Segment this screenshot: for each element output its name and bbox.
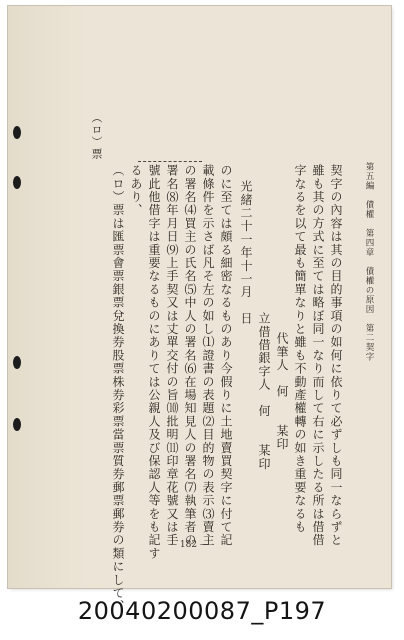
running-head: 第五編 債權 第四章 債權の原因 第二契字 — [364, 162, 374, 362]
image-caption: 20040200087_P197 — [77, 597, 327, 625]
text-column: 載條件を示さば凡そ左の如し⑴證書の表題⑵目的物の表示⑶賣主 — [201, 164, 215, 547]
text-column: 契字の內容は其の目的事項の如何に依りて必ずしも同一ならずと — [329, 164, 343, 547]
text-column: 號此他借字は重要なるものにありては公親人及び保認人等をも記す — [147, 164, 161, 560]
text-column: の署名⑷買主の氏名⑸中人の署名⑹在場知見人の署名⑺執筆者の — [183, 164, 197, 547]
binding-hole — [13, 356, 21, 369]
text-column: 署名⑻年月日⑼上手契又は丈單交付の旨⑽批明⑾印章花號又は手 — [165, 164, 179, 547]
binding-hole — [13, 176, 21, 189]
text-column: るあり、 — [129, 164, 143, 217]
binding-hole — [13, 126, 21, 139]
section-divider — [138, 161, 202, 162]
text-column: 字なるを以て最も簡單なりと雖も不動產權轉の如き重要なるも — [293, 164, 307, 534]
text-column: 雖も其の方式に至ては略ぼ同一なり而して右に示したる所は借借 — [311, 164, 325, 547]
page-number: — 182 — — [168, 540, 209, 550]
section-label: （ロ）票 — [90, 112, 103, 160]
signature-line: 立借借銀字人 何 某印 — [257, 312, 271, 471]
signature-line: 代筆人 何 某印 — [275, 332, 289, 451]
page-margin — [8, 6, 103, 588]
text-column: （ロ）票は匯票會票銀票兌換券股票株券彩票當票質券郵票郵券の類にして、 — [111, 164, 125, 613]
text-column: のに至ては頗る細密なるものあり今假りに土地賣買契字に付て記 — [219, 164, 233, 547]
binding-hole — [13, 418, 21, 431]
date-line: 光緒二十一年十一月 日 — [239, 180, 253, 326]
